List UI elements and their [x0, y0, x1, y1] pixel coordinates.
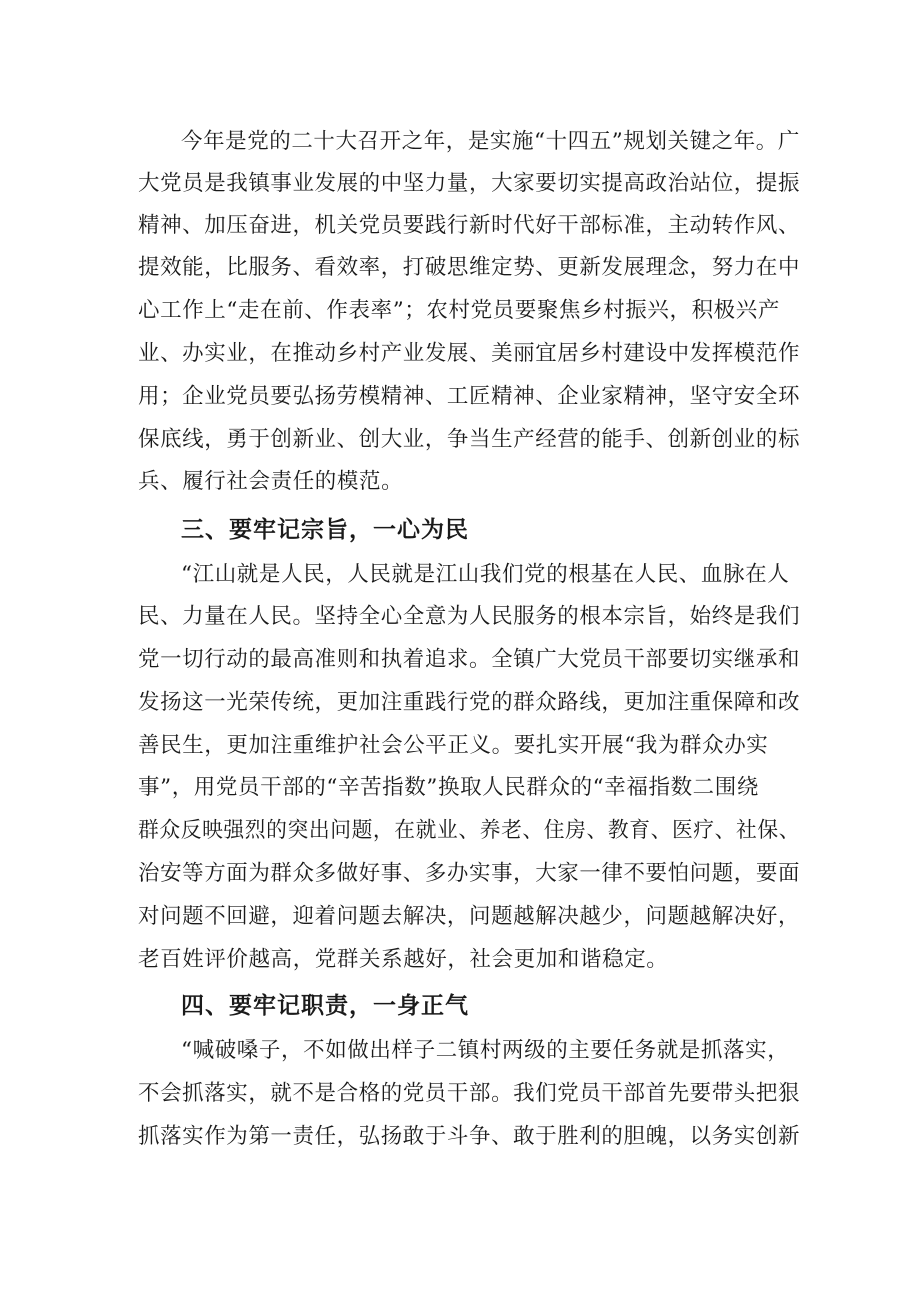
paragraph-line: 发扬这一光荣传统，更加注重践行党的群众路线，更加注重保障和改: [138, 690, 801, 715]
section-heading: 四、要牢记职责，一身正气: [181, 993, 469, 1019]
paragraph-line: 大党员是我镇事业发展的中坚力量，大家要切实提高政治站位，提振: [138, 171, 801, 196]
section-heading: 三、要牢记宗旨，一心为民: [181, 517, 469, 543]
paragraph-line: 今年是党的二十大召开之年，是实施“十四五”规划关键之年。广: [181, 129, 800, 154]
paragraph-line: “喊破嗓子，不如做出样子二镇村两级的主要任务就是抓落实，: [181, 1038, 790, 1063]
paragraph-line: 群众反映强烈的突出问题，在就业、养老、住房、教育、医疗、社保、: [138, 818, 801, 843]
paragraph-line: 事”，用党员干部的“辛苦指数”换取人民群众的“幸福指数二围绕: [138, 775, 759, 800]
paragraph-line: 民、力量在人民。坚持全心全意为人民服务的根本宗旨，始终是我们: [138, 604, 801, 629]
paragraph-line: 对问题不回避，迎着问题去解决，问题越解决越少，问题越解决好，: [138, 904, 801, 929]
paragraph-line: 用；企业党员要弘扬劳模精神、工匠精神、企业家精神，坚守安全环: [138, 384, 801, 409]
paragraph-line: 党一切行动的最高准则和执着追求。全镇广大党员干部要切实继承和: [138, 647, 801, 672]
paragraph-line: 心工作上“走在前、作表率”；农村党员要聚焦乡村振兴，积极兴产: [138, 298, 780, 323]
paragraph-line: 善民生，更加注重维护社会公平正义。要扎实开展“我为群众办实: [138, 733, 769, 758]
paragraph-line: 保底线，勇于创新业、创大业，争当生产经营的能手、创新创业的标: [138, 427, 801, 452]
paragraph-line: 精神、加压奋进，机关党员要践行新时代好干部标准，主动转作风、: [138, 213, 801, 238]
paragraph-line: 治安等方面为群众多做好事、多办实事，大家一律不要怕问题，要面: [138, 861, 801, 886]
paragraph-line: 老百姓评价越高，党群关系越好，社会更加和谐稳定。: [138, 947, 669, 972]
paragraph-line: “江山就是人民，人民就是江山我们党的根基在人民、血脉在人: [181, 562, 790, 587]
paragraph-line: 抓落实作为第一责任，弘扬敢于斗争、敢于胜利的胆魄，以务实创新: [138, 1124, 801, 1149]
paragraph-line: 不会抓落实，就不是合格的党员干部。我们党员干部首先要带头把狠: [138, 1081, 801, 1106]
paragraph-line: 业、办实业，在推动乡村产业发展、美丽宜居乡村建设中发挥模范作: [138, 341, 801, 366]
paragraph-line: 兵、履行社会责任的模范。: [138, 469, 404, 494]
paragraph-line: 提效能，比服务、看效率，打破思维定势、更新发展理念，努力在中: [138, 255, 801, 280]
